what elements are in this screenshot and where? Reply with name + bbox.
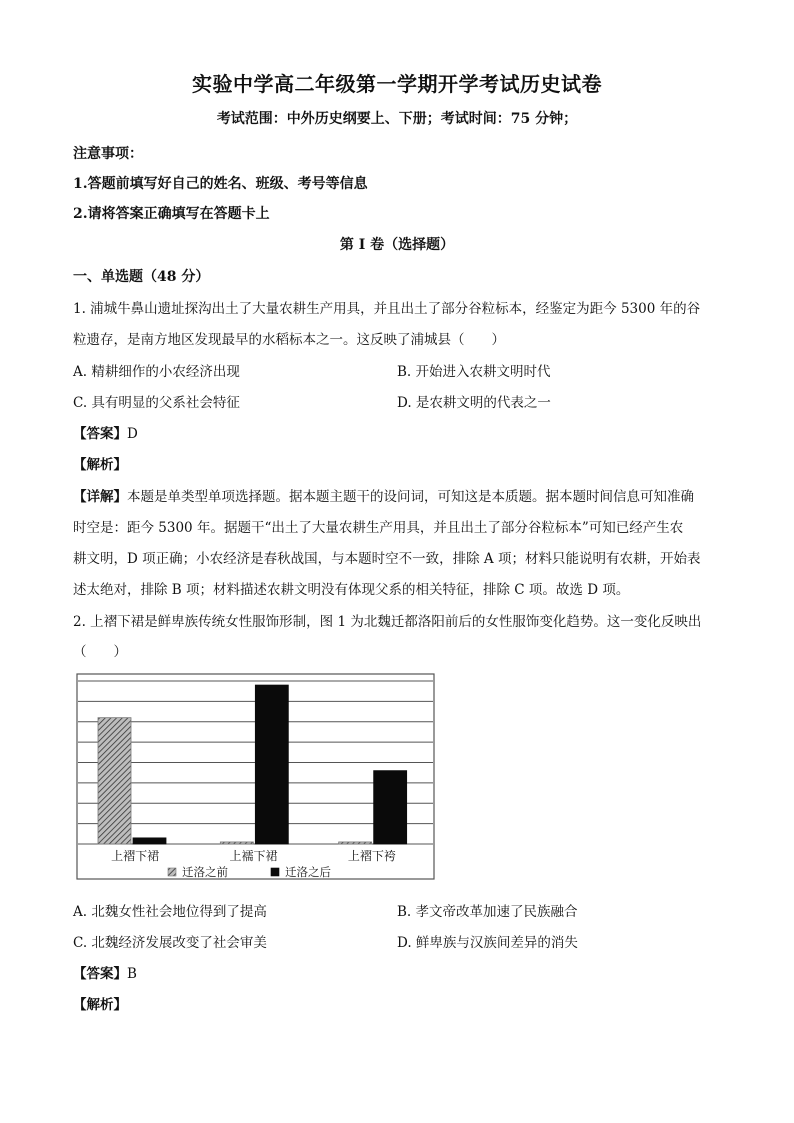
legend-label: 迁洛之前 (182, 865, 228, 879)
legend-swatch (168, 868, 176, 876)
q1-detail-line-1 (73, 485, 723, 505)
analysis-tag: 【解析】 (73, 457, 127, 473)
answer-value: D (127, 426, 138, 442)
x-tick-label: 上褶下裙 (111, 849, 160, 863)
q2-option-c: C. 北魏经济发展改变了社会审美 (73, 935, 267, 951)
answer-value: B (127, 966, 137, 982)
bar-after-1 (133, 838, 166, 844)
q1-option-d: D. 是农耕文明的代表之一 (397, 395, 551, 411)
part-title: 第 I 卷（选择题） (339, 237, 455, 253)
q2-analysis (73, 993, 723, 1013)
q1-stem-line-1: 1. 浦城牛鼻山遗址探沟出土了大量农耕生产用具，并且出土了部分谷粒标本，经鉴定为距今 5300 年的谷 (73, 301, 701, 317)
bar-before-3 (339, 842, 372, 844)
bar-before-1 (98, 718, 131, 844)
section-title: 一、单选题（48 分） (73, 269, 210, 285)
answer-tag: 【答案】 (73, 966, 127, 982)
q1-analysis (73, 453, 723, 473)
q2-option-a: A. 北魏女性社会地位得到了提高 (73, 904, 267, 920)
legend-label: 迁洛之后 (285, 865, 331, 879)
q1-stem-line-2: 粒遗存，是南方地区发现最早的水稻标本之一。这反映了浦城县（ ） (73, 332, 505, 348)
detail-tag: 【详解】 (73, 489, 127, 505)
bar-after-2 (255, 685, 288, 844)
q1-option-b: B. 开始进入农耕文明时代 (397, 364, 551, 380)
detail-text: 本题是单类型单项选择题。据本题主题干的设问词，可知这是本质题。据本题时间信息可知准确 (127, 489, 694, 505)
analysis-tag: 【解析】 (73, 997, 127, 1013)
q1-option-c: C. 具有明显的父系社会特征 (73, 395, 240, 411)
bar-chart-svg (76, 673, 436, 883)
bar-before-2 (220, 842, 253, 844)
q2-stem-line-1: 2. 上褶下裙是鲜卑族传统女性服饰形制，图 1 为北魏迁都洛阳前后的女性服饰变化趋势。这一变化反映出 (73, 614, 702, 630)
q2-answer (73, 962, 723, 982)
q2-stem-line-2: （ ） (73, 644, 127, 660)
q1-answer (73, 422, 723, 442)
notice-item-1: 1.答题前填写好自己的姓名、班级、考号等信息 (73, 176, 368, 192)
exam-scope: 考试范围：中外历史纲要上、下册；考试时间：75 分钟； (216, 111, 578, 127)
q2-option-d: D. 鲜卑族与汉族间差异的消失 (397, 935, 578, 951)
q1-detail-line-4: 述太绝对，排除 B 项；材料描述农耕文明没有体现父系的相关特征，排除 C 项。故选 D 项。 (73, 582, 630, 598)
clothing-chart (76, 673, 436, 883)
q1-detail-line-3: 耕文明，D 项正确；小农经济是春秋战国，与本题时空不一致，排除 A 项；材料只能说明有农耕，开始表 (73, 551, 701, 567)
q2-option-b: B. 孝文帝改革加速了民族融合 (397, 904, 578, 920)
notice-item-2: 2.请将答案正确填写在答题卡上 (73, 206, 270, 222)
legend-swatch (271, 868, 279, 876)
x-tick-label: 上褶下袴 (347, 849, 396, 863)
answer-tag: 【答案】 (73, 426, 127, 442)
chart-x-labels (111, 848, 396, 863)
q1-detail-line-2: 时空是：距今 5300 年。据题干“出土了大量农耕生产用具，并且出土了部分谷粒标本”可知已经产生农 (73, 520, 684, 536)
x-tick-label: 上襦下裙 (229, 849, 278, 863)
page-title: 实验中学高二年级第一学期开学考试历史试卷 (192, 72, 602, 96)
notice-heading: 注意事项： (73, 146, 143, 162)
bar-after-3 (374, 771, 407, 844)
q1-option-a: A. 精耕细作的小农经济出现 (73, 364, 240, 380)
